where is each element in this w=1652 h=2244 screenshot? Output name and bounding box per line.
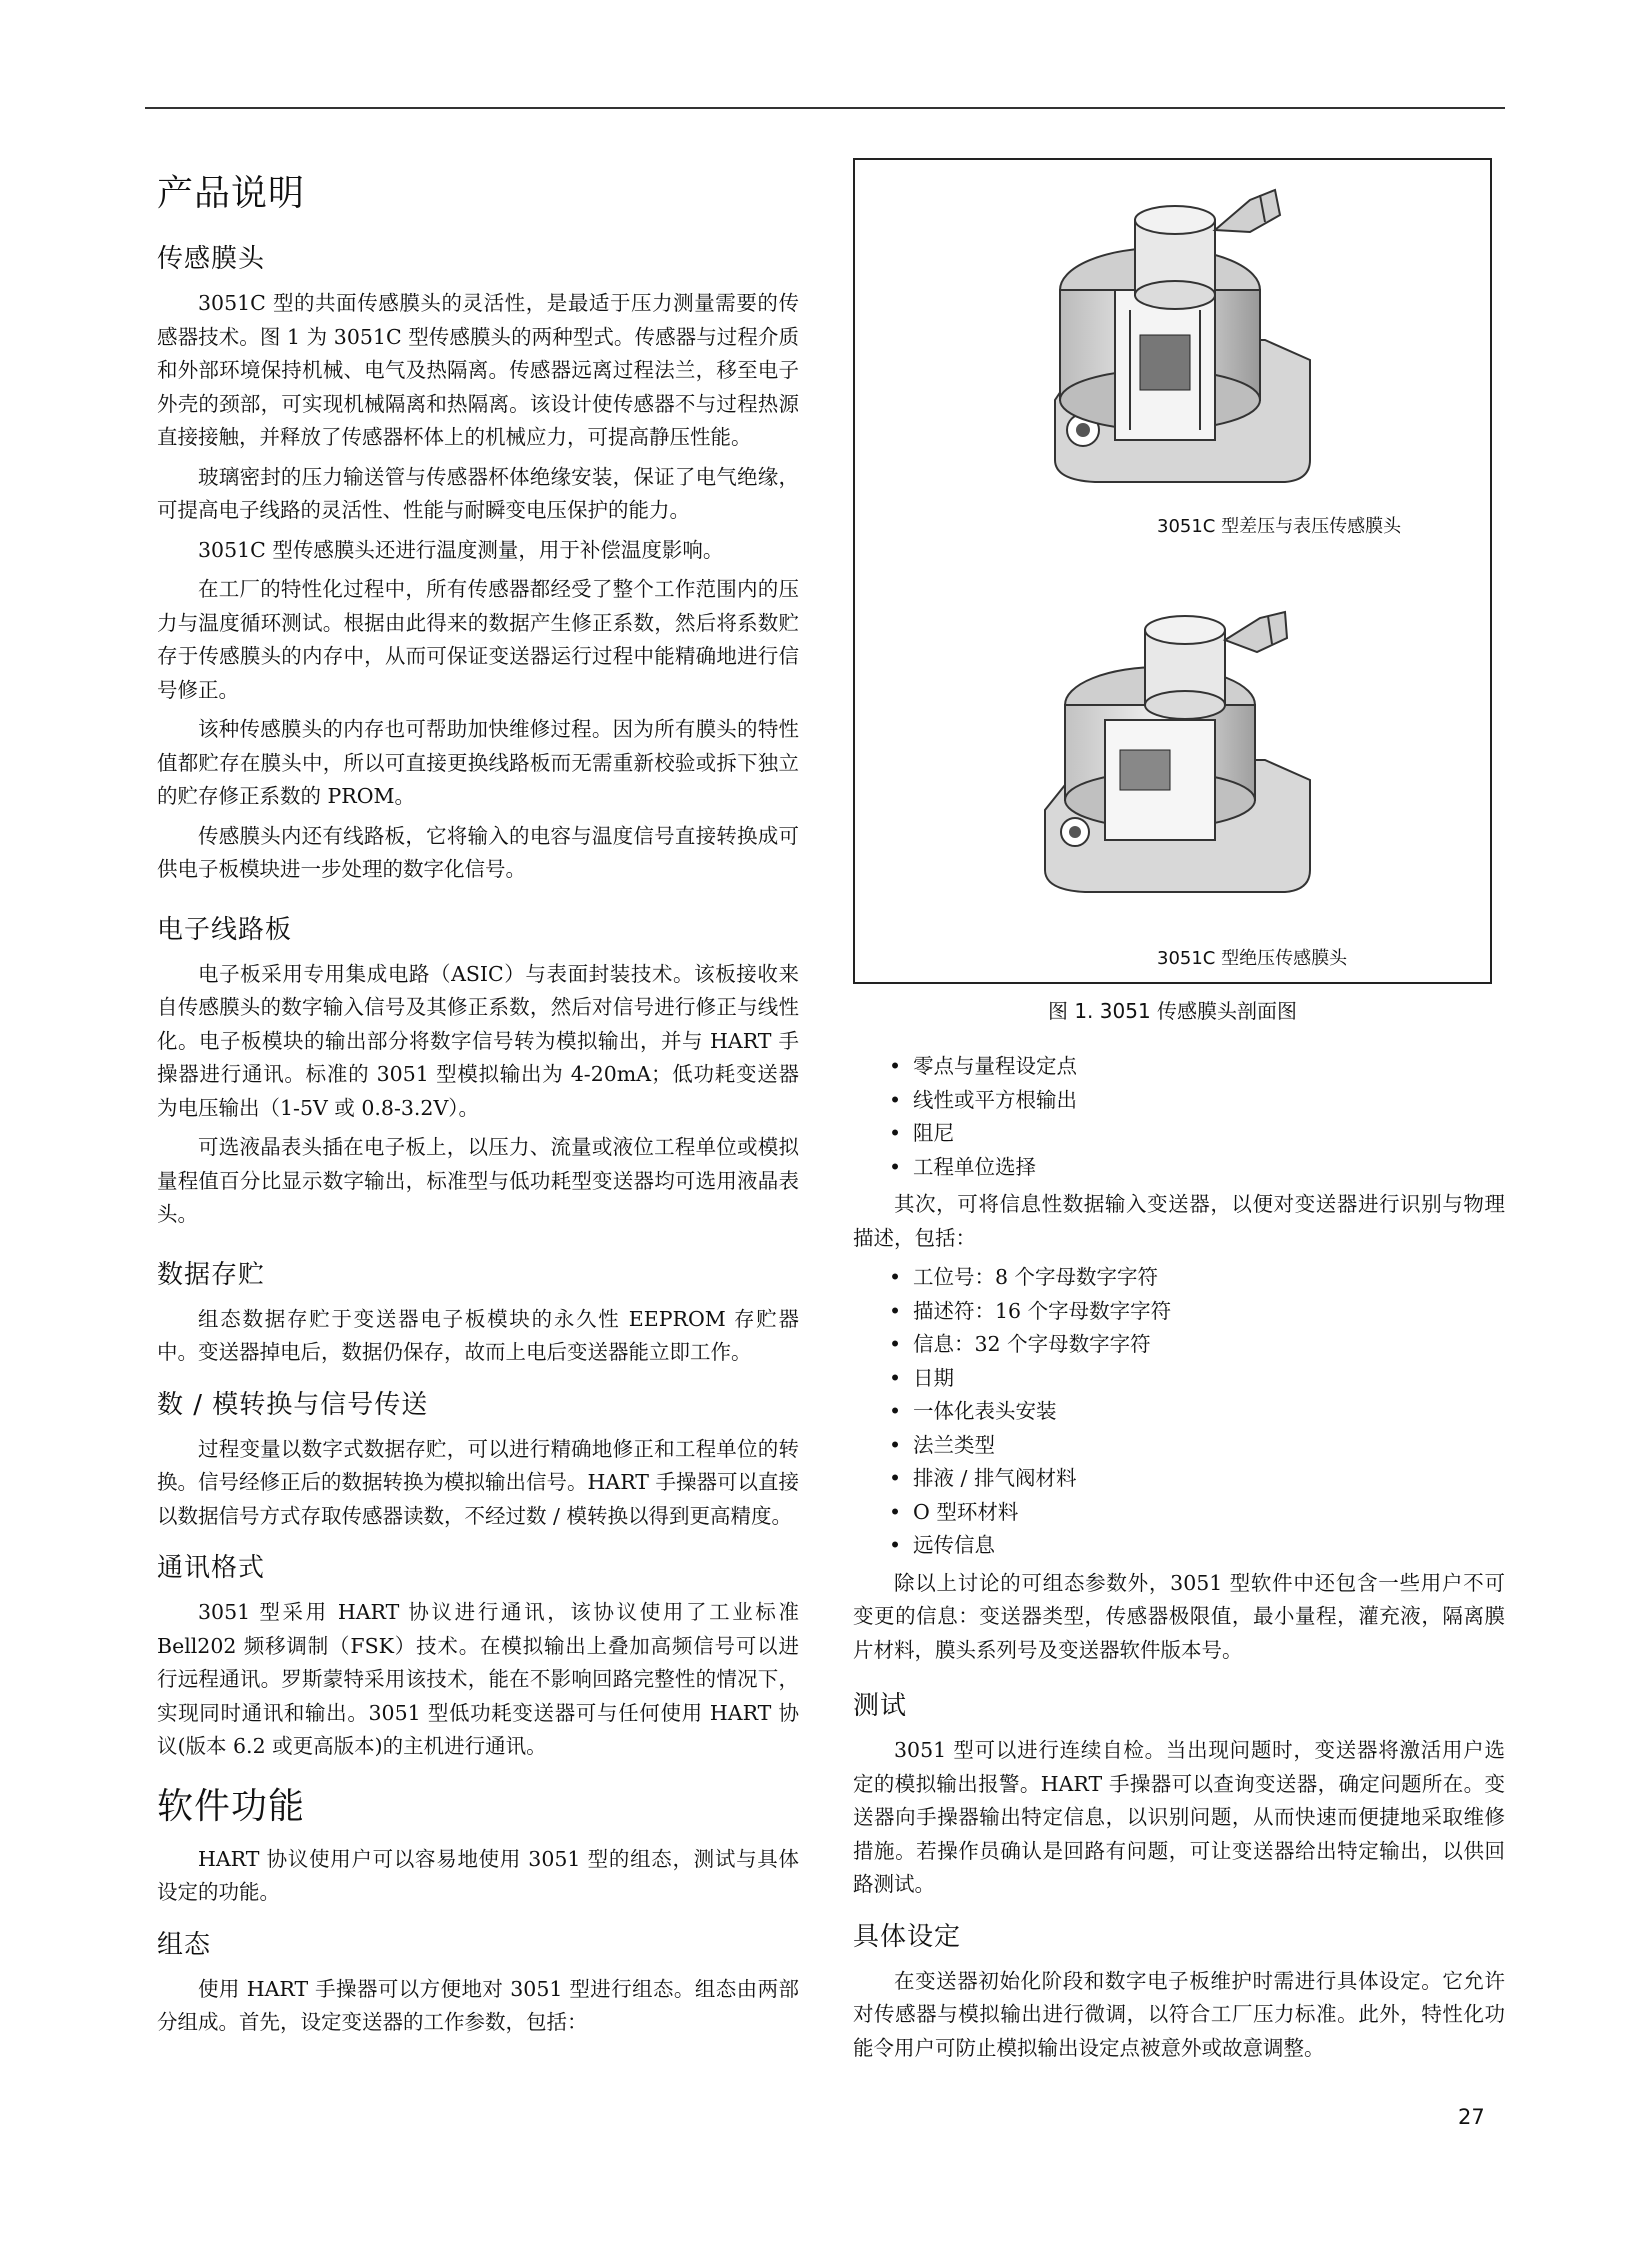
heading-communication-format: 通讯格式 xyxy=(157,1553,266,1583)
paragraph: 组态数据存贮于变送器电子板模块的永久性 EEPROM 存贮器中。变送器掉电后，数据仍保存，故而上电后变送器能立即工作。 xyxy=(157,1306,799,1364)
paragraph: HART 协议使用户可以容易地使用 3051 型的组态，测试与具体设定的功能。 xyxy=(157,1846,799,1904)
list-item-text: 远传信息 xyxy=(913,1533,995,1557)
paragraph: 使用 HART 手操器可以方便地对 3051 型进行组态。组态由两部分组成。首先，设定变送器的工作参数，包括： xyxy=(157,1976,799,2034)
heading-electronics-board: 电子线路板 xyxy=(157,914,293,945)
bullet-icon: • xyxy=(889,1332,902,1356)
config-params-list xyxy=(889,1050,1505,1184)
header-rule xyxy=(145,107,1505,109)
list-item xyxy=(889,1050,1505,1084)
paragraph: 3051C 型的共面传感膜头的灵活性，是最适于压力测量需要的传感器技术。图 1 为 3051C 型传感膜头的两种型式。传感器与过程介质和外部环境保持机械、电气及热隔离。传感器远离过程法兰，移至电子外壳的颈部，可实现机械隔离和热隔离。该设计使传感器不与过程热源直接接触，并释放了传感器杯体上的机械应力，可提高静压性能。 xyxy=(157,291,799,449)
paragraph: 过程变量以数字式数据存贮，可以进行精确地修正和工程单位的转换。信号经修正后的数据转换为模拟输出信号。HART 手操器可以直接以数据信号方式存取传感器读数，不经过数 / 模转换以得到更高精度。 xyxy=(157,1436,799,1528)
list-item-text: 工位号：8 个字母数字字符 xyxy=(913,1265,1159,1289)
list-item xyxy=(889,1362,1505,1396)
list-item-text: O 型环材料 xyxy=(913,1499,1019,1524)
heading-sensor-module: 传感膜头 xyxy=(157,244,266,274)
list-item-text: 日期 xyxy=(913,1365,954,1390)
list-item-text: 一体化表头安装 xyxy=(913,1399,1057,1423)
list-item-text: 排液 / 排气阀材料 xyxy=(913,1466,1077,1490)
heading-data-storage: 数据存贮 xyxy=(157,1259,266,1290)
bullet-icon: • xyxy=(889,1087,902,1112)
bullet-icon: • xyxy=(889,1265,902,1289)
bullet-icon: • xyxy=(889,1466,902,1490)
list-item xyxy=(889,1529,1505,1563)
section-title-software-functions: 软件功能 xyxy=(157,1785,306,1827)
bullet-icon: • xyxy=(889,1499,902,1524)
list-item-text: 线性或平方根输出 xyxy=(913,1087,1077,1112)
bullet-icon: • xyxy=(889,1054,902,1078)
paragraph: 3051 型采用 HART 协议进行通讯，该协议使用了工业标准 Bell202 频移调制（FSK）技术。在模拟输出上叠加高频信号可以进行远程通讯。罗斯蒙特采用该技术，能在不影响回路完整性的情况下，实现同时通讯和输出。3051 型低功耗变送器可与任何使用 HART 协议(版本 6.2 或更高版本)的主机进行通讯。 xyxy=(157,1600,799,1758)
bullet-icon: • xyxy=(889,1154,902,1179)
list-item xyxy=(889,1295,1505,1329)
paragraph: 该种传感膜头的内存也可帮助加快维修过程。因为所有膜头的特性值都贮存在膜头中，所以可直接更换线路板而无需重新校验或拆下独立的贮存修正系数的 PROM。 xyxy=(157,717,799,808)
info-params-list xyxy=(889,1261,1505,1563)
bullet-icon: • xyxy=(889,1533,902,1557)
paragraph: 3051 型可以进行连续自检。当出现问题时，变送器将激活用户选定的模拟输出报警。HART 手操器可以查询变送器，确定问题所在。变送器向手操器输出特定信息，以识别问题，从而快速而便捷地采取维修措施。若操作员确认是回路有问题，可让变送器给出特定输出，以供回路测试。 xyxy=(853,1738,1505,1896)
sensor-illustration-gauge xyxy=(1035,170,1325,500)
figure-caption-gauge: 3051C 型差压与表压传感膜头 xyxy=(1157,516,1402,537)
list-item-text: 零点与量程设定点 xyxy=(913,1054,1077,1078)
paragraph: 在变送器初始化阶段和数字电子板维护时需进行具体设定。它允许对传感器与模拟输出进行微调，以符合工厂压力标准。此外，特性化功能令用户可防止模拟输出设定点被意外或故意调整。 xyxy=(853,1968,1505,2060)
right-column xyxy=(853,1050,1505,2071)
bullet-icon: • xyxy=(889,1298,902,1323)
heading-da-conversion: 数 / 模转换与信号传送 xyxy=(157,1389,429,1420)
paragraph: 除以上讨论的可组态参数外，3051 型软件中还包含一些用户不可变更的信息：变送器类型，传感器极限值，最小量程，灌充液，隔离膜片材料，膜头系列号及变送器软件版本号。 xyxy=(853,1570,1505,1662)
bullet-icon: • xyxy=(889,1432,902,1457)
list-item-text: 信息：32 个字母数字字符 xyxy=(913,1332,1151,1356)
bullet-icon: • xyxy=(889,1399,902,1423)
bullet-icon: • xyxy=(889,1365,902,1390)
paragraph: 传感膜头内还有线路板，它将输入的电容与温度信号直接转换成可供电子板模块进一步处理的数字化信号。 xyxy=(157,823,799,881)
list-item xyxy=(889,1117,1505,1151)
figure-caption-absolute: 3051C 型绝压传感膜头 xyxy=(1157,948,1348,969)
left-column xyxy=(157,155,799,2046)
list-item xyxy=(889,1328,1505,1362)
paragraph: 3051C 型传感膜头还进行温度测量，用于补偿温度影响。 xyxy=(198,537,724,562)
list-item-text: 描述符：16 个字母数字字符 xyxy=(913,1298,1172,1323)
page-number: 27 xyxy=(1458,2105,1485,2129)
paragraph: 电子板采用专用集成电路（ASIC）与表面封装技术。该板接收来自传感膜头的数字输入信号及其修正系数，然后对信号进行修正与线性化。电子板模块的输出部分将数字信号转为模拟输出，并与 HART 手操器进行通讯。标准的 3051 型模拟输出为 4-20mA；低功耗变送器为电压输出（1-5V 或 0.8-3.2V）。 xyxy=(157,961,799,1120)
list-item xyxy=(889,1084,1505,1118)
heading-configuration: 组态 xyxy=(157,1929,212,1960)
paragraph: 其次，可将信息性数据输入变送器，以便对变送器进行识别与物理描述，包括： xyxy=(853,1192,1505,1250)
bullet-icon: • xyxy=(889,1121,902,1145)
section-title-product-description: 产品说明 xyxy=(157,173,306,214)
figure-frame xyxy=(853,158,1492,984)
list-item xyxy=(889,1496,1505,1530)
list-item-text: 阻尼 xyxy=(913,1121,954,1145)
paragraph: 在工厂的特性化过程中，所有传感器都经受了整个工作范围内的压力与温度循环测试。根据由此得来的数据产生修正系数，然后将系数贮存于传感膜头的内存中，从而可保证变送器运行过程中能精确地进行信号修正。 xyxy=(157,577,799,702)
list-item xyxy=(889,1429,1505,1463)
paragraph: 可选液晶表头插在电子板上，以压力、流量或液位工程单位或模拟量程值百分比显示数字输出，标准型与低功耗型变送器均可选用液晶表头。 xyxy=(157,1135,799,1226)
heading-testing: 测试 xyxy=(853,1691,908,1721)
heading-detailed-setup: 具体设定 xyxy=(853,1921,962,1952)
list-item xyxy=(889,1151,1505,1185)
figure-title: 图 1. 3051 传感膜头剖面图 xyxy=(1047,999,1298,1023)
list-item-text: 工程单位选择 xyxy=(913,1154,1036,1179)
paragraph: 玻璃密封的压力输送管与传感器杯体绝缘安装，保证了电气绝缘，可提高电子线路的灵活性、性能与耐瞬变电压保护的能力。 xyxy=(157,464,799,522)
list-item xyxy=(889,1395,1505,1429)
sensor-illustration-absolute xyxy=(1035,610,1325,920)
list-item xyxy=(889,1462,1505,1496)
list-item-text: 法兰类型 xyxy=(913,1432,995,1457)
list-item xyxy=(889,1261,1505,1295)
